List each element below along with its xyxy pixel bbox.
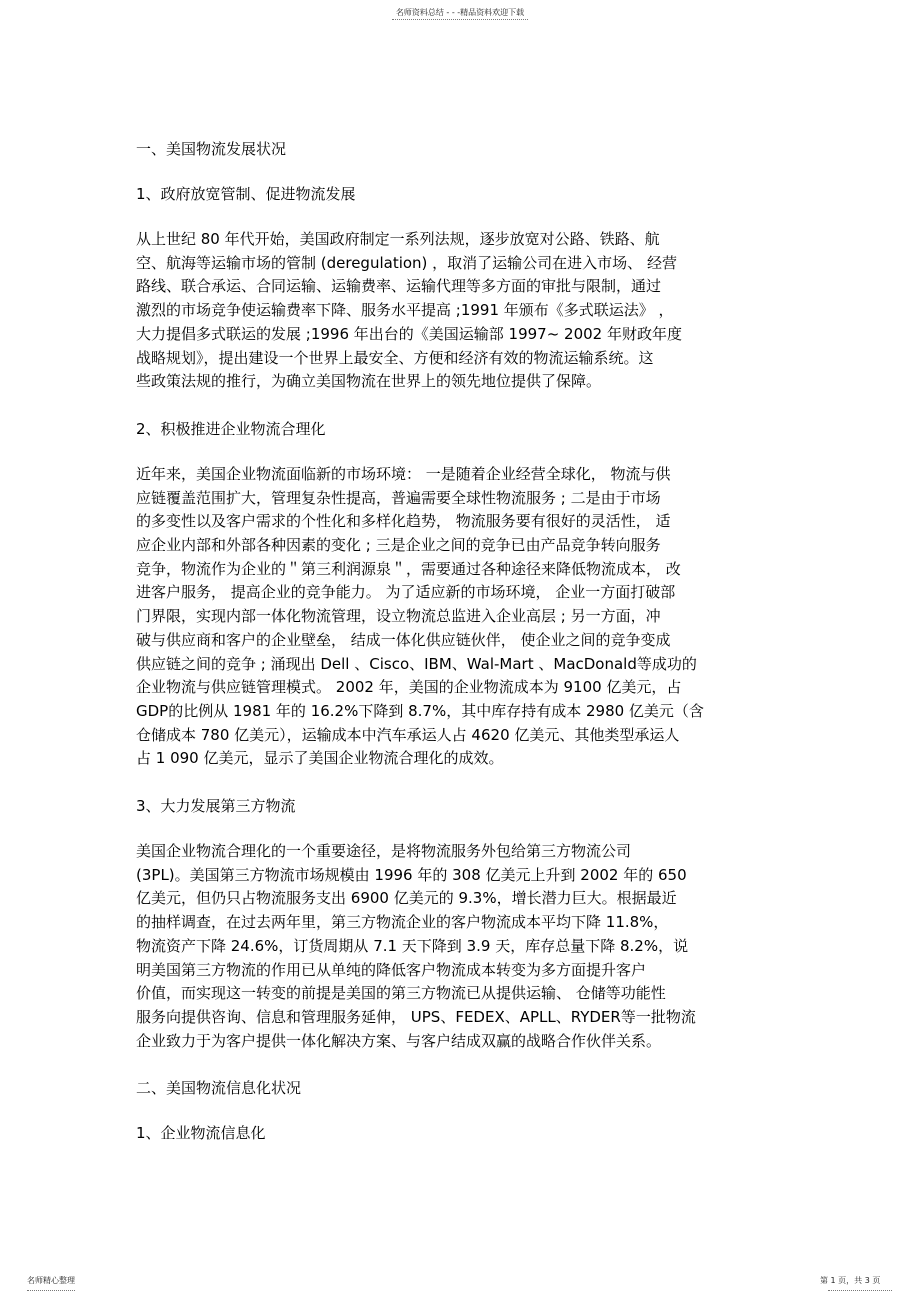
text-line: (3PL)。美国第三方物流市场规模由 1996 年的 308 亿美元上升到 2002 年的 650 — [136, 865, 687, 884]
text-line: GDP的比例从 1981 年的 16.2%下降到 8.7%，其中库存持有成本 2980 亿美元（含 — [136, 701, 704, 720]
section-heading-1: 一、美国物流发展状况 — [136, 140, 287, 158]
text-line: 战略规划》，提出建设一个世界上最安全、方便和经济有效的物流运输系统。这 — [136, 348, 654, 367]
text-line: 供应链之间的竞争 ; 涌现出 Dell 、Cisco、IBM、Wal-Mart 、MacDonald等成功的 — [136, 654, 697, 673]
paragraph-enterprise-logistics — [136, 463, 786, 771]
subsection-title-4: 1、企业物流信息化 — [136, 1124, 266, 1143]
text-line: 服务向提供咨询、信息和管理服务延伸， UPS、FEDEX、APLL、RYDER等一批物流 — [136, 1007, 696, 1026]
document-body — [136, 138, 786, 1167]
text-line: 美国企业物流合理化的一个重要途径，是将物流服务外包给第三方物流公司 — [136, 842, 632, 861]
text-line: 竞争，物流作为企业的＂第三利润源泉＂，需要通过各种途径来降低物流成本， 改 — [136, 559, 681, 578]
page-header-text: 名师资料总结 - - -精品资料欢迎下载 — [395, 8, 525, 17]
text-line: 应链覆盖范围扩大，管理复杂性提高，普遍需要全球性物流服务 ; 二是由于市场 — [136, 488, 661, 507]
text-line: 占 1 090 亿美元，显示了美国企业物流合理化的成效。 — [136, 749, 504, 768]
text-line: 破与供应商和客户的企业壁垒， 结成一体化供应链伙伴， 使企业之间的竞争变成 — [136, 630, 671, 649]
text-line: 亿美元，但仍只占物流服务支出 6900 亿美元的 9.3%，增长潜力巨大。根据最近 — [136, 889, 677, 908]
text-line: 应企业内部和外部各种因素的变化 ; 三是企业之间的竞争已由产品竞争转向服务 — [136, 536, 661, 555]
text-line: 门界限，实现内部一体化物流管理，设立物流总监进入企业高层 ; 另一方面，冲 — [136, 607, 661, 626]
page-number: 第 1 页，共 3 页 — [820, 1276, 881, 1285]
text-line: 进客户服务， 提高企业的竞争能力。 为了适应新的市场环境， 企业一方面打破部 — [136, 583, 676, 602]
paragraph-third-party-logistics — [136, 840, 786, 1053]
text-line: 空、航海等运输市场的管制 (deregulation) ，取消了运输公司在进入市场、 经营 — [136, 253, 677, 272]
text-line: 从上世纪 80 年代开始，美国政府制定一系列法规，逐步放宽对公路、铁路、航 — [136, 230, 660, 248]
subsection-title-3: 3、大力发展第三方物流 — [136, 797, 296, 816]
text-line: 明美国第三方物流的作用已从单纯的降低客户物流成本转变为多方面提升客户 — [136, 960, 647, 979]
footer-right-dotted-rule — [828, 1290, 892, 1291]
footer-left-text: 名师精心整理 — [27, 1276, 75, 1285]
text-line: 路线、联合承运、合同运输、运输费率、运输代理等多方面的审批与限制，通过 — [136, 277, 662, 296]
subsection-title-1: 1、政府放宽管制、促进物流发展 — [136, 185, 356, 203]
text-line: 企业物流与供应链管理模式。 2002 年，美国的企业物流成本为 9100 亿美元，占 — [136, 678, 682, 697]
text-line: 近年来，美国企业物流面临新的市场环境： 一是随着企业经营全球化， 物流与供 — [136, 464, 671, 483]
subsection-title-2: 2、积极推进企业物流合理化 — [136, 419, 326, 438]
text-line: 仓储成本 780 亿美元），运输成本中汽车承运人占 4620 亿美元、其他类型承运人 — [136, 725, 680, 744]
paragraph-deregulation — [136, 228, 786, 394]
text-line: 企业致力于为客户提供一体化解决方案、与客户结成双赢的战略合作伙伴关系。 — [136, 1031, 662, 1050]
text-line: 价值，而实现这一转变的前提是美国的第三方物流已从提供运输、 仓储等功能性 — [136, 984, 666, 1003]
text-line: 大力提倡多式联运的发展 ;1996 年出台的《美国运输部 1997~ 2002 年财政年度 — [136, 324, 682, 343]
text-line: 些政策法规的推行，为确立美国物流在世界上的领先地位提供了保障。 — [136, 372, 602, 391]
section-heading-2: 二、美国物流信息化状况 — [136, 1079, 302, 1098]
text-line: 的抽样调查，在过去两年里，第三方物流企业的客户物流成本平均下降 11.8%， — [136, 913, 669, 932]
header-dotted-rule — [392, 19, 528, 20]
text-line: 的多变性以及客户需求的个性化和多样化趋势， 物流服务要有很好的灵活性， 适 — [136, 512, 671, 531]
text-line: 物流资产下降 24.6%，订货周期从 7.1 天下降到 3.9 天，库存总量下降 8.2%，说 — [136, 936, 689, 955]
footer-left-dotted-rule — [27, 1290, 75, 1291]
text-line: 激烈的市场竞争使运输费率下降、服务水平提高 ;1991 年颁布《多式联运法》 ， — [136, 301, 674, 320]
